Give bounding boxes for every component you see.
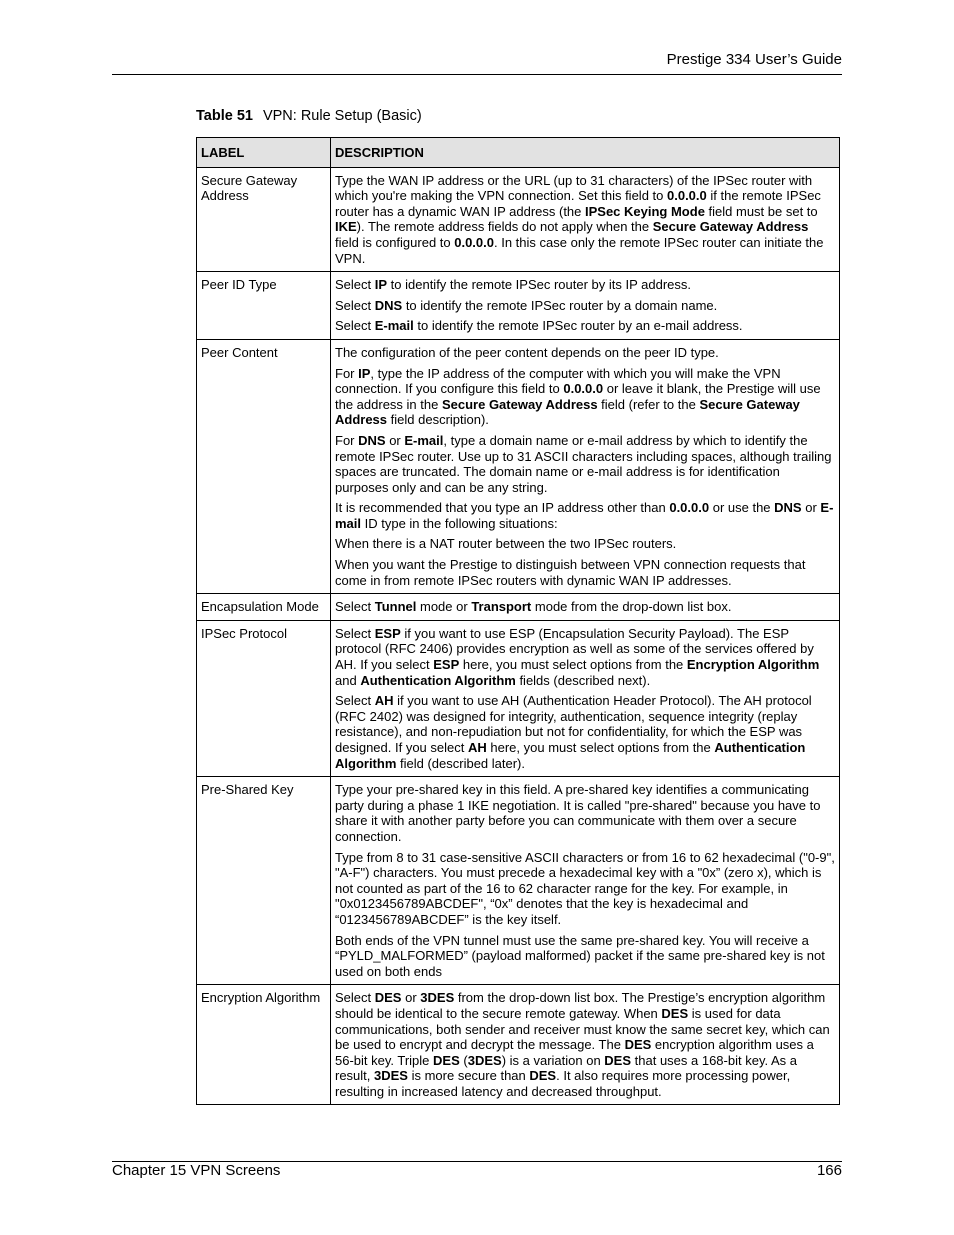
text-run: Select bbox=[335, 990, 375, 1006]
text-run: field must be set to bbox=[704, 203, 818, 219]
vpn-rule-setup-table bbox=[196, 137, 840, 1105]
row-description bbox=[331, 339, 840, 593]
table-row bbox=[197, 777, 840, 985]
text-run: field is configured to bbox=[335, 234, 455, 250]
table-row bbox=[197, 985, 840, 1105]
description-paragraph bbox=[335, 990, 835, 1099]
description-paragraph bbox=[335, 318, 835, 334]
bold-term: DES bbox=[661, 1005, 689, 1021]
text-run: Both ends of the VPN tunnel must use the same pre-shared key. You will receive a “PYLD_MALFORMED” (payload malformed) packet if the same pre-shared key is not used on both ends bbox=[335, 932, 825, 979]
text-run: Select bbox=[335, 277, 375, 293]
description-paragraph bbox=[335, 536, 835, 552]
text-run: if you want to use AH (Authentication Header Protocol). The AH protocol (RFC 2402) was designed for integrity, authentication, sequence integrity (replay resistance), and non-repudiation but not for confidentiality, for which the ESP was designed. If you select bbox=[335, 693, 812, 755]
bold-term: DES bbox=[624, 1037, 652, 1053]
bold-term: 0.0.0.0 bbox=[454, 234, 494, 250]
description-paragraph bbox=[335, 433, 835, 495]
bold-term: E-mail bbox=[335, 500, 834, 531]
text-run: mode from the drop-down list box. bbox=[531, 599, 732, 615]
text-run: to identify the remote IPSec router by its IP address. bbox=[387, 277, 692, 293]
bold-term: 3DES bbox=[420, 990, 455, 1006]
description-paragraph bbox=[335, 500, 835, 531]
bold-term: IP bbox=[358, 365, 371, 381]
bold-term: Transport bbox=[471, 599, 532, 615]
text-run: For bbox=[335, 365, 359, 381]
text-run: if you want to use ESP (Encapsulation Security Payload). The ESP protocol (RFC 2406) provides encryption as well as some of the services offered by AH. If you select bbox=[335, 625, 814, 673]
bold-term: 0.0.0.0 bbox=[669, 500, 710, 516]
text-run: or bbox=[401, 990, 421, 1006]
text-run: from the drop-down list box. The Prestige’s encryption algorithm should be identical to the secure remote gateway. When bbox=[335, 990, 826, 1021]
row-description bbox=[331, 594, 840, 621]
bold-term: 3DES bbox=[467, 1052, 502, 1068]
text-run: is used for data communications, both sender and receiver must know the same secret key, which can be used to encrypt and decrypt the message. The bbox=[335, 1005, 830, 1053]
text-run: ( bbox=[459, 1052, 468, 1068]
description-paragraph bbox=[335, 626, 835, 688]
description-paragraph bbox=[335, 782, 835, 844]
description-paragraph bbox=[335, 557, 835, 588]
description-paragraph bbox=[335, 933, 835, 980]
table-caption bbox=[196, 108, 422, 124]
bold-term: IPSec Keying Mode bbox=[585, 203, 705, 219]
bold-term: IKE bbox=[335, 219, 357, 235]
text-run: ). The remote address fields do not apply when the bbox=[356, 219, 653, 235]
header-divider bbox=[112, 74, 842, 75]
text-run: encryption algorithm uses a 56-bit key. Triple bbox=[335, 1037, 814, 1068]
table-row bbox=[197, 620, 840, 776]
text-run: For bbox=[335, 432, 359, 448]
bold-term: 0.0.0.0 bbox=[563, 381, 604, 397]
text-run: Select bbox=[335, 625, 375, 641]
text-run: mode or bbox=[416, 599, 472, 615]
table-caption-text: VPN: Rule Setup (Basic) bbox=[262, 108, 422, 124]
footer-page-number: 166 bbox=[816, 1162, 842, 1179]
row-label: Encapsulation Mode bbox=[197, 594, 331, 621]
description-paragraph bbox=[335, 298, 835, 314]
bold-term: DES bbox=[529, 1068, 557, 1084]
row-description bbox=[331, 985, 840, 1105]
text-run: or leave it blank, the Prestige will use the address in the bbox=[335, 381, 821, 412]
row-label: IPSec Protocol bbox=[197, 620, 331, 776]
bold-term: Encryption Algorithm bbox=[686, 657, 820, 673]
bold-term: DNS bbox=[374, 297, 403, 313]
text-run: . It also requires more processing power, resulting in increased latency and decreased throughput. bbox=[335, 1068, 791, 1099]
description-paragraph bbox=[335, 345, 835, 361]
text-run: ID type in the following situations: bbox=[361, 515, 558, 531]
table-row bbox=[197, 167, 840, 272]
bold-term: IP bbox=[374, 277, 388, 293]
table-caption-label: Table 51 bbox=[196, 108, 253, 124]
bold-term: 0.0.0.0 bbox=[667, 188, 707, 204]
bold-term: DNS bbox=[358, 432, 386, 448]
description-paragraph bbox=[335, 850, 835, 928]
description-paragraph bbox=[335, 693, 835, 771]
bold-term: AH bbox=[374, 693, 394, 709]
row-description bbox=[331, 777, 840, 985]
table-header-row bbox=[197, 138, 840, 168]
text-run: . In this case only the remote IPSec router can initiate the VPN. bbox=[335, 234, 824, 266]
row-description bbox=[331, 620, 840, 776]
text-run: fields (described next). bbox=[515, 672, 651, 688]
row-label: Peer ID Type bbox=[197, 272, 331, 340]
text-run: Select bbox=[335, 693, 375, 709]
table-row bbox=[197, 594, 840, 621]
bold-term: Secure Gateway Address bbox=[335, 396, 800, 428]
description-paragraph bbox=[335, 173, 835, 267]
text-run: to identify the remote IPSec router by an e-mail address. bbox=[413, 318, 743, 334]
row-description bbox=[331, 272, 840, 340]
text-run: or bbox=[385, 432, 405, 448]
bold-term: DNS bbox=[774, 500, 802, 516]
text-run: ) is a variation on bbox=[501, 1052, 605, 1068]
description-paragraph bbox=[335, 366, 835, 428]
text-run: It is recommended that you type an IP address other than bbox=[335, 500, 670, 516]
row-label: Secure Gateway Address bbox=[197, 167, 331, 272]
column-header-description: DESCRIPTION bbox=[331, 138, 840, 168]
text-run: , type a domain name or e-mail address by which to identify the remote IPSec router. Use up to 31 ASCII characters including spaces, although trailing spaces are truncated. The domain name or e-mail address is for identification purposes only and can be any string. bbox=[335, 432, 832, 495]
text-run: Select bbox=[335, 318, 375, 334]
text-run: Type your pre-shared key in this field. A pre-shared key identifies a communicating party during a phase 1 IKE negotiation. It is called "pre-shared" because you have to share it with another party before you can communicate with them over a secure connection. bbox=[335, 782, 821, 844]
text-run: field description). bbox=[387, 412, 489, 428]
text-run: or use the bbox=[709, 500, 775, 516]
bold-term: Secure Gateway Address bbox=[441, 396, 598, 412]
text-run: field (refer to the bbox=[597, 396, 700, 412]
bold-term: DES bbox=[433, 1052, 460, 1068]
bold-term: DES bbox=[604, 1052, 632, 1068]
text-run: here, you must select options from the bbox=[459, 657, 687, 673]
bold-term: E-mail bbox=[374, 318, 414, 334]
bold-term: ESP bbox=[374, 625, 401, 641]
row-label: Encryption Algorithm bbox=[197, 985, 331, 1105]
text-run: field (described later). bbox=[396, 755, 526, 771]
text-run: Select bbox=[335, 297, 375, 313]
text-run: When there is a NAT router between the two IPSec routers. bbox=[335, 536, 677, 552]
text-run: When you want the Prestige to distinguish between VPN connection requests that come in from remote IPSec routers with dynamic WAN IP addresses. bbox=[335, 557, 806, 588]
text-run: , type the IP address of the computer with which you will make the VPN connection. If you configure this field to bbox=[335, 365, 781, 397]
bold-term: Authentication Algorithm bbox=[360, 672, 516, 688]
row-label: Peer Content bbox=[197, 339, 331, 593]
bold-term: DES bbox=[374, 990, 402, 1006]
bold-term: 3DES bbox=[374, 1068, 408, 1084]
row-description bbox=[331, 167, 840, 272]
column-header-label: LABEL bbox=[197, 138, 331, 168]
text-run: or bbox=[801, 500, 821, 516]
text-run: and bbox=[335, 672, 361, 688]
bold-term: E-mail bbox=[404, 432, 444, 448]
text-run: here, you must select options from the bbox=[486, 740, 715, 755]
row-label: Pre-Shared Key bbox=[197, 777, 331, 985]
text-run: Type the WAN IP address or the URL (up to 31 characters) of the IPSec router with which you're making the VPN connection. Set this field to bbox=[335, 172, 813, 204]
bold-term: Secure Gateway Address bbox=[652, 219, 809, 235]
table-body bbox=[197, 167, 840, 1105]
text-run: The configuration of the peer content depends on the peer ID type. bbox=[335, 344, 719, 360]
text-run: is more secure than bbox=[407, 1068, 530, 1084]
text-run: Type from 8 to 31 case-sensitive ASCII characters or from 16 to 62 hexadecimal ("0-9", "A-F") characters. You must precede a hexadecimal key with a "0x” (zero x), which is not counted as part of the 16 to 62 character range for the key. For example, in "0x0123456789ABCDEF", “0x” denotes that the key is hexadecimal and “0123456789ABCDEF” is the key itself. bbox=[335, 849, 835, 927]
bold-term: ESP bbox=[433, 657, 460, 673]
text-run: that uses a 168-bit key. As a result, bbox=[335, 1052, 797, 1084]
footer-chapter: Chapter 15 VPN Screens bbox=[112, 1162, 281, 1179]
description-paragraph bbox=[335, 277, 835, 293]
description-paragraph bbox=[335, 599, 835, 615]
text-run: Select bbox=[335, 599, 375, 615]
text-run: to identify the remote IPSec router by a domain name. bbox=[402, 297, 718, 313]
bold-term: AH bbox=[467, 740, 487, 755]
table-row bbox=[197, 339, 840, 593]
text-run: if the remote IPSec router has a dynamic WAN IP address (the bbox=[335, 188, 821, 219]
table-row bbox=[197, 272, 840, 340]
bold-term: Authentication Algorithm bbox=[335, 740, 806, 771]
running-header-title: Prestige 334 User’s Guide bbox=[666, 51, 842, 68]
bold-term: Tunnel bbox=[374, 599, 417, 615]
